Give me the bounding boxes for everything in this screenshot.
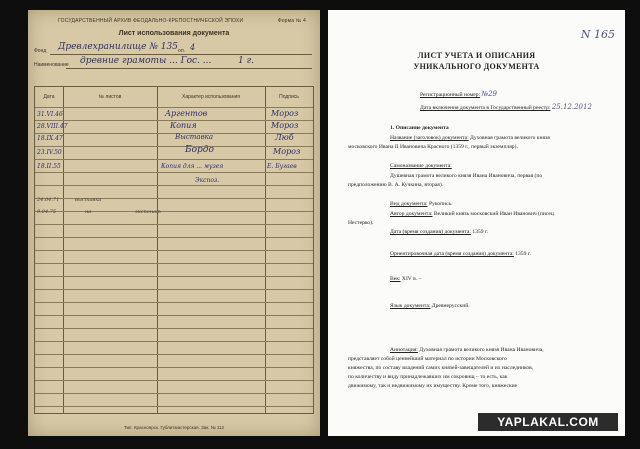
row-sign: Е. Бугаев bbox=[267, 163, 297, 170]
watermark-logo: YAPLAKAL.COM bbox=[478, 413, 618, 431]
doc-name-label: Название (заголовок) документа: bbox=[390, 135, 469, 141]
inclusion-date-label: Дата включения документа в Государственный реестр: bbox=[420, 105, 551, 111]
table-rule bbox=[35, 107, 313, 108]
row-date: 28.VIII.47 bbox=[37, 123, 68, 130]
col-signature-header: Подпись bbox=[279, 94, 299, 100]
row-name: Копия для ... музея bbox=[161, 163, 224, 170]
century: Век: XIV в. – bbox=[390, 276, 422, 282]
row-name: Бордо bbox=[185, 145, 214, 155]
row-date: 9.04.75 bbox=[37, 209, 57, 215]
doc-language: Язык документа: Древнерусский. bbox=[390, 303, 470, 309]
reg-number bbox=[420, 90, 497, 99]
table-rule bbox=[35, 146, 313, 147]
archive-header: ГОСУДАРСТВЕННЫЙ АРХИВ ФЕОДАЛЬНО-КРЕПОСТНИЧЕСКОЙ ЭПОХИ bbox=[58, 18, 244, 24]
table-rule bbox=[35, 354, 313, 355]
naimenovanie-label: Наименование bbox=[34, 62, 69, 68]
section-heading: 1. Описание документа bbox=[390, 125, 449, 131]
inclusion-date-value: 25.12.2012 bbox=[551, 103, 592, 111]
record-title-line2: УНИКАЛЬНОГО ДОКУМЕНТА bbox=[413, 62, 540, 71]
short-value: 1 г. bbox=[238, 56, 254, 66]
table-rule bbox=[35, 211, 313, 212]
print-footer: Тип. Красноярск. Гублитмастерская. Зак. № 112 bbox=[123, 425, 225, 430]
table-rule bbox=[35, 224, 313, 225]
opis-value: 4 bbox=[190, 43, 196, 52]
naimenovanie-line bbox=[66, 68, 312, 69]
row-sign: Мороз bbox=[273, 147, 301, 156]
record-title bbox=[328, 50, 625, 72]
annotation-line: по количеству и виду принадлежавших им сокровищ – то есть, как bbox=[348, 374, 508, 380]
fond-value: Древлехранилище № 135 bbox=[58, 42, 178, 52]
corner-number: N 165 bbox=[580, 28, 615, 41]
row-sign: Мороз bbox=[271, 109, 299, 118]
fond-label: Фонд bbox=[34, 48, 47, 54]
annotation-line: представляет собой ценнейший материал по истории Московского bbox=[348, 356, 507, 362]
row-date: 18.II.55 bbox=[37, 163, 61, 170]
doc-name: Название (заголовок) документа: Духовная грамота великого князя bbox=[390, 135, 550, 141]
creation-date: Дата (время создания) документа: 1359 г. bbox=[390, 229, 489, 235]
row-name: Аргентов bbox=[165, 109, 208, 118]
row-sign: Мороз bbox=[271, 121, 299, 130]
row-sign: экспонат bbox=[135, 209, 161, 215]
col-number-header: № листов bbox=[63, 87, 158, 107]
opis-label: оп. bbox=[178, 48, 186, 54]
row-name: на bbox=[85, 209, 92, 215]
record-sheet bbox=[328, 10, 625, 436]
row-date: 23.IV.50 bbox=[37, 149, 62, 156]
row-name: Выставка bbox=[175, 133, 214, 141]
doc-author: Автор документа: Великий князь московский Иван Иванович (писец bbox=[390, 211, 554, 217]
row-name: Копия bbox=[170, 121, 197, 130]
table-rule bbox=[35, 133, 313, 134]
table-rule bbox=[35, 172, 313, 173]
row-name: выставка bbox=[75, 197, 102, 203]
col-date-header: Дата bbox=[35, 87, 64, 107]
table-rule bbox=[35, 393, 313, 394]
row-name: Экспоз. bbox=[195, 177, 220, 184]
table-rule bbox=[35, 380, 313, 381]
table-rule bbox=[35, 289, 313, 290]
approx-date: Ориентировочная дата (время создания) документа: 1359 г. bbox=[390, 251, 531, 257]
doc-name-cont: московского Ивана II Ивановича Красного (1359 г., первый экземпляр). bbox=[348, 144, 518, 150]
inclusion-date bbox=[420, 103, 592, 112]
table-rule bbox=[35, 341, 313, 342]
record-title-line1: ЛИСТ УЧЕТА И ОПИСАНИЯ bbox=[417, 51, 536, 60]
row-date: 31.VI.46 bbox=[37, 111, 63, 118]
doc-kind: Вид документа: Рукопись. bbox=[390, 201, 453, 207]
row-date: 24.04.71 bbox=[37, 197, 60, 203]
table-rule bbox=[35, 328, 313, 329]
table-rule bbox=[35, 406, 313, 407]
usage-sheet bbox=[28, 10, 320, 436]
reg-value: №29 bbox=[481, 90, 497, 98]
table-rule bbox=[35, 250, 313, 251]
self-name-label: Самоназвание документа: bbox=[390, 163, 452, 169]
usage-sheet-title: Лист использования документа bbox=[118, 30, 230, 37]
annotation: Аннотация: Духовная грамота великого князя Ивана Ивановича, bbox=[390, 347, 544, 353]
table-rule bbox=[35, 302, 313, 303]
col-purpose-header: Характер использования bbox=[157, 87, 266, 107]
self-name-cont: предположению В. А. Кучкина, вторая). bbox=[348, 182, 444, 188]
name-value: древние грамоты ... Гос. ... bbox=[80, 56, 212, 66]
table-rule bbox=[35, 315, 313, 316]
reg-label: Регистрационный номер: bbox=[420, 92, 481, 98]
row-sign: Люб bbox=[275, 133, 294, 142]
fond-line bbox=[50, 54, 312, 55]
table-rule bbox=[35, 367, 313, 368]
table-rule bbox=[35, 237, 313, 238]
usage-table bbox=[34, 86, 314, 414]
table-rule bbox=[35, 263, 313, 264]
table-rule bbox=[35, 185, 313, 186]
annotation-line: княжества, по составу владений самих князей-завещателей и их наследников, bbox=[348, 365, 534, 371]
table-rule bbox=[35, 276, 313, 277]
self-name-text: Душевная грамота великого князя Ивана Ивановича, первая (по bbox=[390, 173, 543, 179]
table-rule bbox=[35, 159, 313, 160]
annotation-line: движимому, так и недвижимому их имуществу. Кроме того, княжеские bbox=[348, 383, 518, 389]
form-number: Форма № 4 bbox=[277, 18, 306, 24]
row-date: 18.IX.47 bbox=[37, 135, 63, 142]
doc-author-cont: Нестерко). bbox=[348, 220, 374, 226]
